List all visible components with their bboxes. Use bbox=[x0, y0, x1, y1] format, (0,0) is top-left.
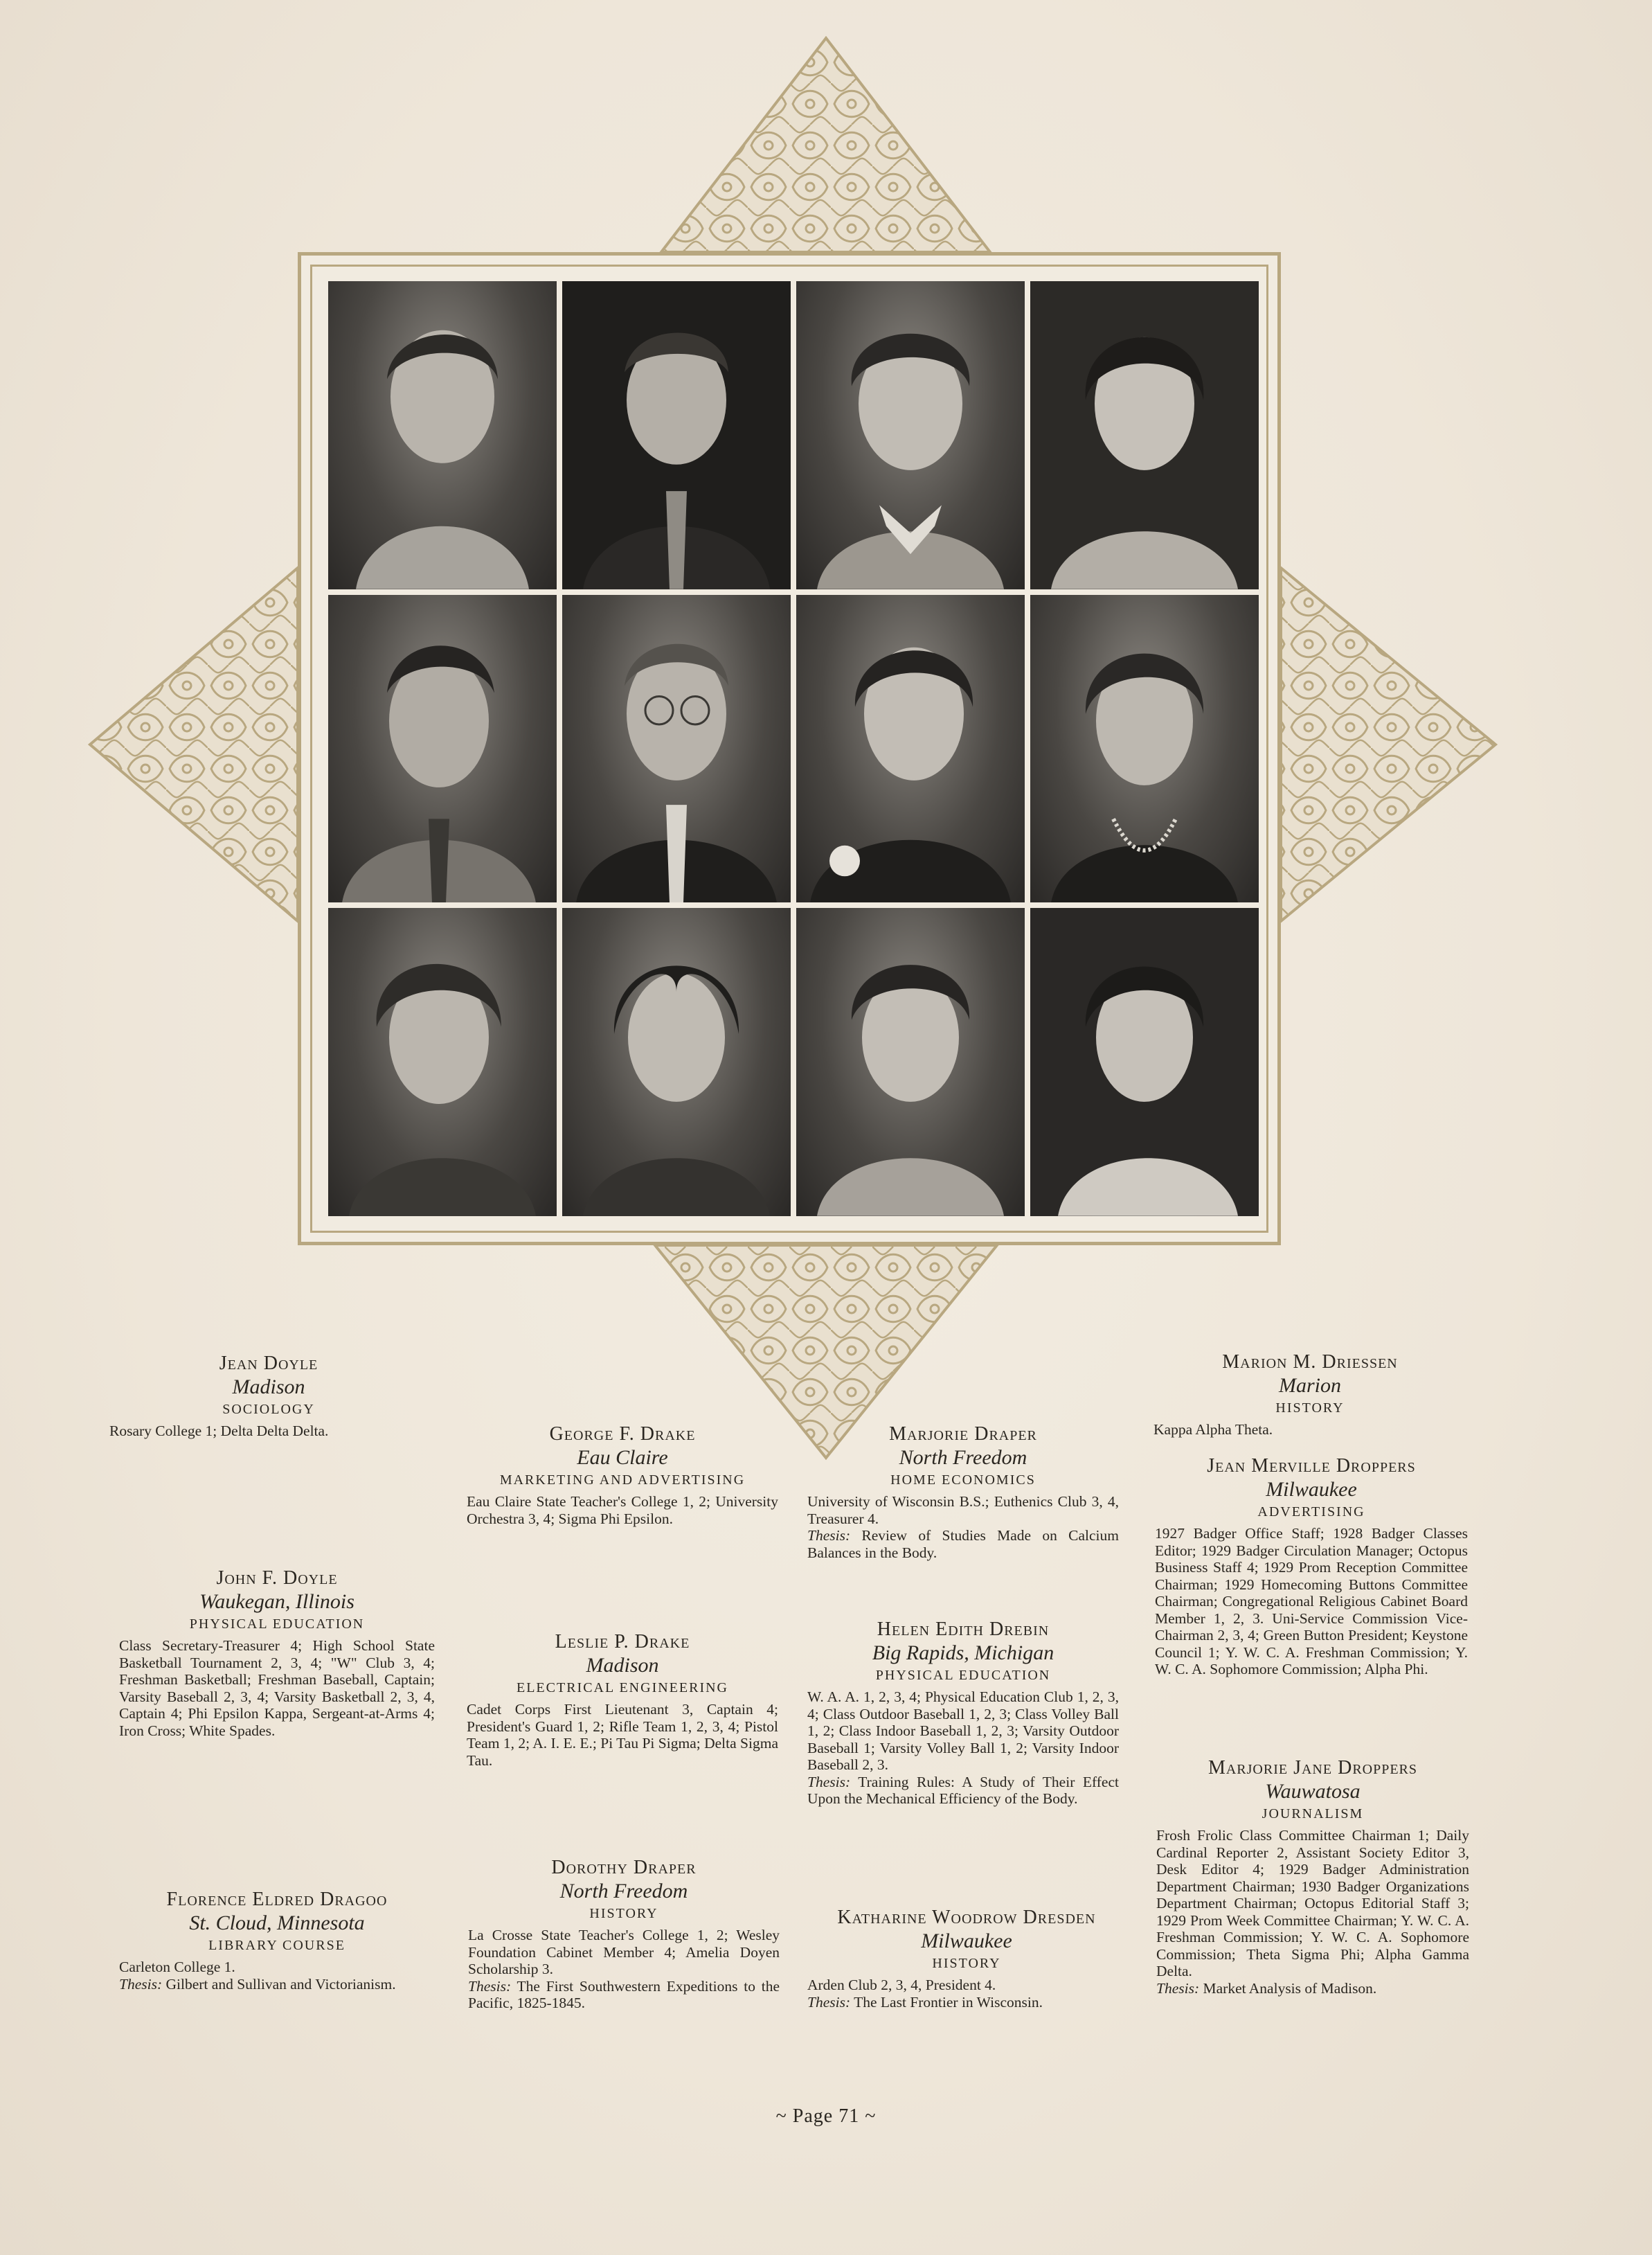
entry-activities-text: W. A. A. 1, 2, 3, 4; Physical Education Club 1, 2, 3, 4; Class Outdoor Baseball 1, 2, 3; Class Volley Ball 1, 2; Class Indoor Baseball 1, 2, 3; Varsity Outdoor Baseball 1; Varsity Volley Ball 1, 2; Varsity Indoor Baseball 2, 3. bbox=[807, 1688, 1119, 1773]
thesis-label: Thesis: bbox=[119, 1975, 163, 1993]
entry-town: Milwaukee bbox=[921, 1929, 1012, 1952]
thesis-title: Review of Studies Made on Calcium Balances in the Body. bbox=[807, 1527, 1119, 1561]
entry-major: LIBRARY COURSE bbox=[208, 1938, 345, 1953]
entry-major: HISTORY bbox=[1275, 1400, 1345, 1416]
entry-activities-text: Carleton College 1. bbox=[119, 1959, 235, 1975]
entry-katharine-dresden bbox=[807, 1906, 1126, 2011]
entry-town: North Freedom bbox=[899, 1446, 1027, 1469]
entry-name: Florence Eldred Dragoo bbox=[166, 1889, 388, 1910]
entry-major: SOCIOLOGY bbox=[222, 1402, 315, 1417]
entry-activities-text: University of Wisconsin B.S.; Euthenics Club 3, 4, Treasurer 4. bbox=[807, 1493, 1119, 1527]
entry-john-doyle bbox=[119, 1567, 435, 1739]
entry-activities: Class Secretary-Treasurer 4; High School State Basketball Tournament 2, 3, 4; "W" Club 3, 4; Freshman Basketball; Freshman Baseball, Captain; Varsity Baseball 2, 3, 4; Varsity Basketball 2, 3, 4, Captain 4; Phi Epsilon Kappa, Sergeant-at-Arms 4; Iron Cross; White Spades. bbox=[119, 1637, 435, 1739]
thesis-title: The Last Frontier in Wisconsin. bbox=[854, 1993, 1043, 2011]
entry-town: Madison bbox=[586, 1654, 659, 1677]
entry-activities bbox=[807, 1977, 1126, 2011]
portrait-photo bbox=[796, 908, 1025, 1216]
portrait-photo bbox=[328, 908, 557, 1216]
entry-name: Marjorie Jane Droppers bbox=[1207, 1757, 1418, 1779]
entry-major: HISTORY bbox=[589, 1906, 658, 1921]
portrait-photo bbox=[1030, 281, 1259, 589]
entry-activities bbox=[119, 1959, 435, 1993]
entry-dorothy-draper bbox=[468, 1856, 780, 2012]
entry-town: Big Rapids, Michigan bbox=[872, 1641, 1054, 1664]
entry-name: Jean Merville Droppers bbox=[1207, 1455, 1416, 1477]
portrait-photo bbox=[562, 281, 791, 589]
entry-town: St. Cloud, Minnesota bbox=[189, 1911, 365, 1934]
entry-major: ELECTRICAL ENGINEERING bbox=[517, 1680, 728, 1695]
entry-name: Marjorie Draper bbox=[889, 1423, 1037, 1445]
thesis-label: Thesis: bbox=[468, 1977, 512, 1995]
entry-town: Waukegan, Illinois bbox=[199, 1590, 354, 1613]
entry-activities bbox=[807, 1493, 1119, 1561]
entry-town: Wauwatosa bbox=[1265, 1780, 1361, 1803]
entry-activities-text: Frosh Frolic Class Committee Chairman 1; Daily Cardinal Reporter 2, Assistant Society Editor 3, Desk Editor 4; 1929 Badger Administration Department Chairman; 1930 Badger Organizations Department Chairman; Octopus Editorial Staff 3; 1929 Prom Week Committee Chairman; Y. W. C. A. Freshman Commission; Y. W. C. A. Sophomore Commission; Theta Sigma Phi; Alpha Gamma Delta. bbox=[1156, 1827, 1469, 1979]
entry-activities: Eau Claire State Teacher's College 1, 2; University Orchestra 3, 4; Sigma Phi Epsilon. bbox=[467, 1493, 778, 1527]
entry-jean-droppers bbox=[1155, 1454, 1468, 1678]
entry-jean-doyle bbox=[109, 1352, 428, 1440]
entry-town: Marion bbox=[1279, 1374, 1341, 1397]
portrait-photo bbox=[1030, 595, 1259, 903]
thesis-label: Thesis: bbox=[807, 1993, 851, 2011]
entry-major: PHYSICAL EDUCATION bbox=[189, 1616, 365, 1632]
entry-activities bbox=[468, 1927, 780, 2012]
entry-activities bbox=[1156, 1827, 1469, 1997]
entry-marjorie-droppers bbox=[1156, 1756, 1469, 1997]
thesis-label: Thesis: bbox=[807, 1773, 851, 1790]
portrait-grid bbox=[328, 281, 1259, 1216]
entry-major: MARKETING AND ADVERTISING bbox=[499, 1472, 746, 1488]
entry-name: Helen Edith Drebin bbox=[877, 1619, 1050, 1640]
entry-helen-drebin bbox=[807, 1618, 1119, 1808]
portrait-photo bbox=[796, 281, 1025, 589]
entry-activities-text: Arden Club 2, 3, 4, President 4. bbox=[807, 1977, 996, 1993]
page-number: ~ Page 71 ~ bbox=[775, 2105, 877, 2127]
entry-activities: Rosary College 1; Delta Delta Delta. bbox=[109, 1423, 329, 1439]
entry-town: Milwaukee bbox=[1266, 1478, 1357, 1501]
entry-name: George F. Drake bbox=[549, 1423, 696, 1445]
entry-marion-driessen bbox=[1153, 1351, 1466, 1438]
portrait-photo bbox=[562, 908, 791, 1216]
entry-activities: Kappa Alpha Theta. bbox=[1153, 1421, 1273, 1438]
thesis-title: Market Analysis of Madison. bbox=[1203, 1979, 1377, 1997]
entry-florence-dragoo bbox=[119, 1888, 435, 1993]
entry-activities: 1927 Badger Office Staff; 1928 Badger Classes Editor; 1929 Badger Circulation Manager; Octopus Business Staff 4; 1929 Prom Reception Committee Chairman; 1929 Homecoming Buttons Committee Chairman; Congregational Religious Cabinet Board Member 1, 2, 3. Uni-Service Commission Vice-Chairman 2, 3, 4; Green Button President; Keystone Council 1; Y. W. C. A. Freshman Commission; Y. W. C. A. Sophomore Commission; Alpha Phi. bbox=[1155, 1525, 1468, 1677]
entry-activities: Cadet Corps First Lieutenant 3, Captain 4; President's Guard 1, 2; Rifle Team 1, 2, 3, 4; Pistol Team 1, 2; A. I. E. E.; Pi Tau Pi Sigma; Delta Sigma Tau. bbox=[467, 1701, 778, 1769]
entry-marjorie-draper bbox=[807, 1423, 1119, 1561]
portrait-photo bbox=[1030, 908, 1259, 1216]
portrait-photo bbox=[796, 595, 1025, 903]
entry-name: John F. Doyle bbox=[216, 1567, 338, 1589]
entry-name: Leslie P. Drake bbox=[555, 1631, 690, 1652]
entry-major: PHYSICAL EDUCATION bbox=[875, 1668, 1051, 1683]
entry-major: JOURNALISM bbox=[1262, 1806, 1364, 1821]
entry-town: Eau Claire bbox=[577, 1446, 668, 1469]
entry-town: Madison bbox=[232, 1375, 305, 1398]
entry-activities-text: La Crosse State Teacher's College 1, 2; Wesley Foundation Cabinet Member 4; Amelia Doyen Scholarship 3. bbox=[468, 1927, 780, 1977]
portrait-photo bbox=[328, 595, 557, 903]
portrait-photo bbox=[562, 595, 791, 903]
entry-name: Jean Doyle bbox=[219, 1353, 318, 1374]
entry-name: Katharine Woodrow Dresden bbox=[837, 1907, 1096, 1928]
entry-leslie-drake bbox=[467, 1630, 778, 1769]
entry-major: HISTORY bbox=[932, 1956, 1001, 1971]
entry-activities bbox=[807, 1688, 1119, 1808]
thesis-label: Thesis: bbox=[807, 1527, 851, 1544]
thesis-title: Gilbert and Sullivan and Victorianism. bbox=[165, 1975, 396, 1993]
thesis-label: Thesis: bbox=[1156, 1979, 1200, 1997]
entry-name: Marion M. Driessen bbox=[1222, 1351, 1398, 1373]
entry-major: HOME ECONOMICS bbox=[890, 1472, 1036, 1488]
portrait-photo bbox=[328, 281, 557, 589]
entry-george-drake bbox=[467, 1423, 778, 1527]
thesis-title: The First Southwestern Expeditions to the Pacific, 1825-1845. bbox=[468, 1977, 780, 2011]
entry-name: Dorothy Draper bbox=[551, 1857, 697, 1878]
entry-major: ADVERTISING bbox=[1257, 1504, 1365, 1519]
entry-town: North Freedom bbox=[559, 1880, 688, 1902]
thesis-title: Training Rules: A Study of Their Effect Upon the Mechanical Efficiency of the Body. bbox=[807, 1773, 1119, 1807]
